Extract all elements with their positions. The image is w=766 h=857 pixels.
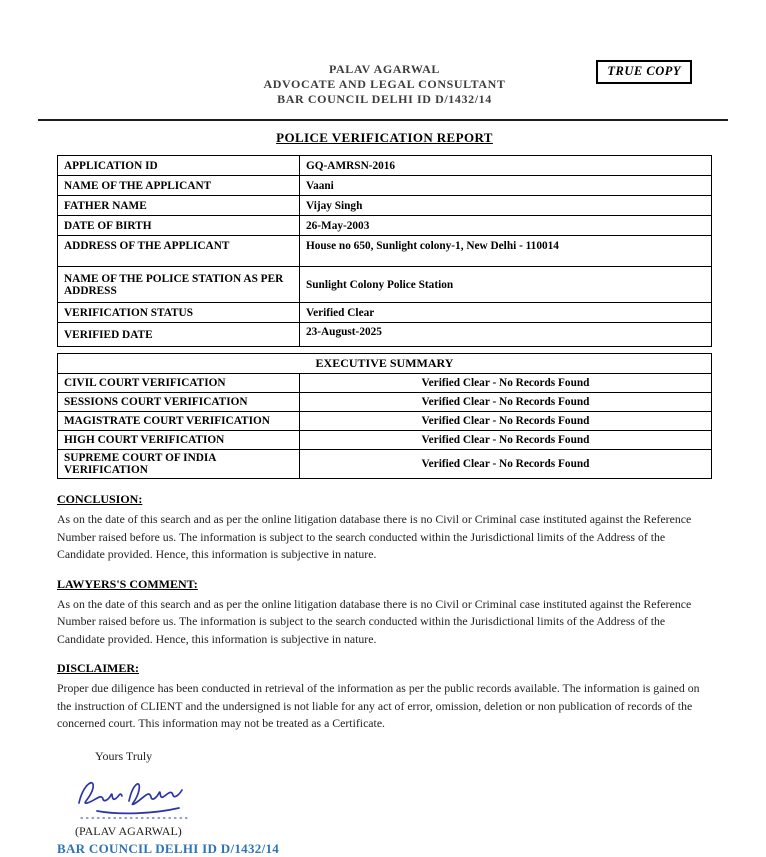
- lawyers-comment-section: [57, 577, 712, 649]
- table-row: [58, 176, 712, 196]
- table-row: [58, 431, 712, 450]
- executive-summary-table: [57, 353, 712, 479]
- detail-label: APPLICATION ID: [58, 156, 300, 176]
- detail-label: VERIFIED DATE: [58, 323, 300, 347]
- summary-label: CIVIL COURT VERIFICATION: [58, 374, 300, 393]
- table-row: [58, 196, 712, 216]
- report-title: POLICE VERIFICATION REPORT: [276, 130, 493, 145]
- detail-label: FATHER NAME: [58, 196, 300, 216]
- letterhead-name: PALAV AGARWAL: [328, 62, 441, 76]
- summary-value: Verified Clear - No Records Found: [299, 431, 711, 450]
- detail-label: VERIFICATION STATUS: [58, 303, 300, 323]
- closing-text: Yours Truly: [95, 748, 153, 763]
- detail-label: NAME OF THE APPLICANT: [58, 176, 300, 196]
- table-row: [58, 323, 712, 347]
- detail-label: DATE OF BIRTH: [58, 216, 300, 236]
- signatory-name: (PALAV AGARWAL): [75, 823, 182, 838]
- signature-image: [71, 770, 201, 822]
- lawyers-comment-heading: LAWYERS'S COMMENT:: [57, 576, 198, 591]
- summary-value: Verified Clear - No Records Found: [299, 374, 711, 393]
- true-copy-stamp: TRUE COPY: [596, 60, 692, 84]
- conclusion-section: [57, 492, 712, 564]
- disclaimer-body: Proper due diligence has been conducted in retrieval of the information as per the public records available. The information is gained on the instruction of CLIENT and the undersigned is not liable for any act of error, omission, deletion or non publication of records of the concerned court. This information may not be treated as a Certificate.: [57, 681, 700, 730]
- detail-value: Verified Clear: [299, 303, 711, 323]
- detail-value: GQ-AMRSN-2016: [299, 156, 711, 176]
- summary-value: Verified Clear - No Records Found: [299, 412, 711, 431]
- table-row: [58, 216, 712, 236]
- executive-summary-title: EXECUTIVE SUMMARY: [58, 354, 712, 374]
- detail-value: Sunlight Colony Police Station: [299, 267, 711, 303]
- letterhead-bar-id: BAR COUNCIL DELHI ID D/1432/14: [277, 92, 492, 106]
- detail-value: 26-May-2003: [299, 216, 711, 236]
- summary-label: SUPREME COURT OF INDIA VERIFICATION: [58, 450, 300, 479]
- summary-value: Verified Clear - No Records Found: [299, 393, 711, 412]
- summary-label: MAGISTRATE COURT VERIFICATION: [58, 412, 300, 431]
- detail-value: Vaani: [299, 176, 711, 196]
- detail-value: House no 650, Sunlight colony-1, New Delhi - 110014: [299, 236, 711, 267]
- table-row: [58, 156, 712, 176]
- header-divider: [38, 119, 728, 121]
- detail-value: Vijay Singh: [299, 196, 711, 216]
- summary-label: SESSIONS COURT VERIFICATION: [58, 393, 300, 412]
- disclaimer-heading: DISCLAIMER:: [57, 661, 140, 675]
- table-row: [58, 450, 712, 479]
- table-row: [58, 354, 712, 374]
- handwritten-signature-icon: [71, 770, 201, 822]
- summary-value: Verified Clear - No Records Found: [299, 450, 711, 479]
- lawyers-comment-body: As on the date of this search and as per the online litigation database there is no Civil or Criminal case instituted against the Reference Number raised before us. The information is subject to the search conducted within the Jurisdictional limits of the Address of the Candidate provided. Hence, this information is subjective in nature.: [57, 596, 692, 646]
- table-row: [58, 267, 712, 303]
- applicant-details-table: [57, 155, 712, 347]
- detail-label: NAME OF THE POLICE STATION AS PER ADDRESS: [58, 267, 300, 303]
- disclaimer-section: [57, 661, 712, 733]
- summary-label: HIGH COURT VERIFICATION: [58, 431, 300, 450]
- table-row: [58, 393, 712, 412]
- detail-label: ADDRESS OF THE APPLICANT: [58, 236, 300, 267]
- signatory-bar-id: BAR COUNCIL DELHI ID D/1432/14: [57, 840, 280, 856]
- table-row: [58, 236, 712, 267]
- detail-value: 23-August-2025: [299, 323, 711, 347]
- conclusion-heading: CONCLUSION:: [57, 492, 143, 506]
- table-row: [58, 374, 712, 393]
- table-row: [58, 412, 712, 431]
- table-row: [58, 303, 712, 323]
- conclusion-body: As on the date of this search and as per the online litigation database there is no Civil or Criminal case instituted against the Reference Number raised before us. The information is subject to the search conducted within the Jurisdictional limits of the Address of the Candidate provided. Hence, this information is subjective in nature.: [57, 512, 692, 561]
- letterhead-role: ADVOCATE AND LEGAL CONSULTANT: [263, 77, 506, 91]
